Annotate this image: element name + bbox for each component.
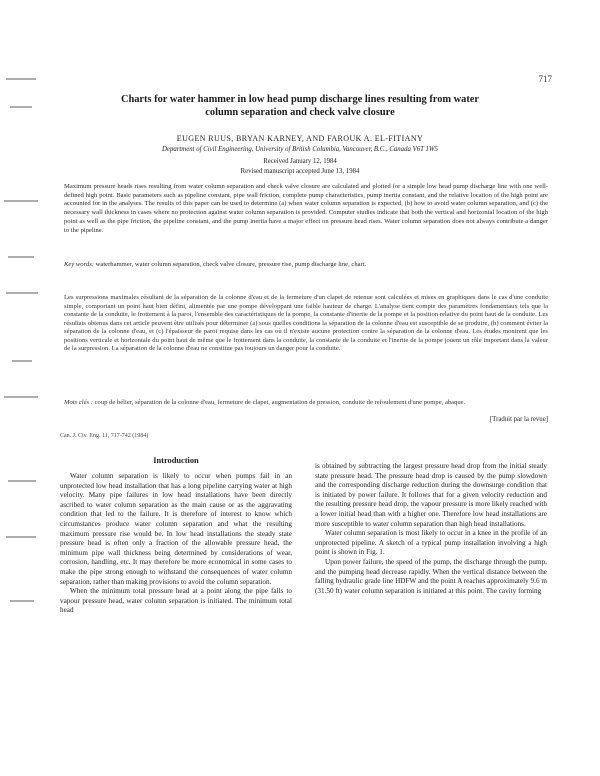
scan-speck: [6, 292, 38, 294]
scan-margin-noise: [0, 60, 48, 620]
abstract-english: Maximum pressure heads rises resulting from water column separation and check valve closure are calculated and plotted for a simple low head pump discharge line with one well-defined high point. Basic parameters such as pipeline constant, pipe wall friction, complete pump characteristics, pump inertia constant, and the relative location of the high point are accounted for in the analyses. The results of this paper can be used to determine (a) when water column separation is expected, (b) how to avoid water column separation, and (c) the necessary wall thickness in cases where no protection against water column separation is provided. Computer studies indicate that both the vertical and horizontal location of the high point as well as the pipe friction, the pipeline constant, and the pump inertia have a major effect on pressure head rises. Water column separation does not always contribute a danger to the pipeline.: [64, 183, 548, 234]
scan-speck: [4, 396, 38, 398]
body-column-right: [315, 462, 547, 596]
paper-title: Charts for water hammer in low head pump discharge lines resulting from water column separation and check valve closure: [120, 94, 480, 118]
scan-speck: [6, 536, 36, 538]
motscles-label: Mots clés :: [64, 399, 93, 406]
translation-note: [Traduit par la revue]: [489, 416, 548, 423]
body-paragraph: When the minimum total pressure head at a point along the pipe falls to vapour pressure head, water column separation is initiated. The minimum total head: [60, 587, 292, 615]
affiliation: Department of Civil Engineering, University of British Columbia, Vancouver, B.C., Canada V6T 1W5: [162, 146, 438, 153]
section-heading-introduction: Introduction: [153, 456, 199, 465]
abstract-french: Les surpressions maximales résultant de la séparation de la colonne d'eau et de la fermeture d'un clapet de retenue sont calculées et mises en graphiques dans le cas d'une conduite simple, comportant un point haut bien défini, alimentée par une pompe développant une faible hauteur de charge. L'analyse tient compte des paramètres fondamentaux tels que la constante de la conduite, le frottement à la paroi, l'ensemble des caractéristiques de la pompe, la constante d'inertie de la pompe et la position relative du point haut de la conduite. Les résultats obtenus dans cet article peuvent être utilisés pour déterminer (a) sous quelles conditions la séparation de la colonne d'eau est susceptible de se produire, (b) comment éviter la séparation de la colonne d'eau, et (c) l'épaisseur de paroi requise dans les cas où il n'existe aucune protection contre la séparation de la colonne d'eau. Les études montrent que les positions verticale et horizontale du point haut de même que le frottement dans la conduite, la constante de la conduite et l'inertie de la pompe jouent un rôle important dans la valeur de la surpression. La séparation de la colonne d'eau ne constitue pas toujours un danger pour la conduite.: [64, 294, 548, 352]
scan-speck: [6, 78, 36, 80]
motscles-text: coup de bélier, séparation de la colonne d'eau, fermeture de clapet, augmentation de pression, conduite de refoulement d'une pompe, abaque.: [94, 399, 466, 406]
keywords-label: Key words:: [64, 261, 94, 268]
scan-speck: [12, 360, 32, 362]
scan-speck: [10, 600, 34, 602]
keywords-french: [64, 399, 548, 408]
body-column-left: [60, 456, 292, 616]
scan-speck: [4, 200, 38, 202]
scan-speck: [8, 256, 34, 258]
journal-reference: Can. J. Civ. Eng. 11, 717-742 (1984): [60, 433, 149, 439]
body-paragraph: Water column separation is likely to occur when pumps fail in an unprotected low head installation that has a long pipeline carrying water at high velocity. Many pipe failures in low head installations have been directly ascribed to water column separation as the main cause or as the aggravating condition that led to the failure. It is therefore of interest to know which circumstances produce water column separation and what the resulting maximum pressure rise would be. In low head installations the steady state pressure head is often only a fraction of the allowable pressure head, the minimum pipe wall thickness being determined by considerations of wear, corrosion, handling, etc. It may therefore be more economical in some cases to make the pipe strong enough to withstand the consequences of water column separation, rather than making provisions to avoid the column separation.: [60, 472, 292, 586]
keywords-text: waterhammer, water column separation, check valve closure, pressure rise, pump discharge line, chart.: [95, 261, 367, 268]
page-number: 717: [538, 74, 552, 84]
scan-speck: [8, 480, 36, 482]
received-date: Received January 12, 1984: [263, 158, 337, 165]
revised-date: Revised manuscript accepted June 13, 1984: [240, 168, 360, 175]
scan-speck: [10, 106, 32, 108]
keywords-english: [64, 261, 548, 270]
body-paragraph: is obtained by subtracting the largest pressure head drop from the initial steady state pressure head. The pressure head drop is caused by the pump slowdown and the corresponding discharge reduction during the downsurge condition that is initiated by power failure. It follows that for a given velocity reduction and the resulting pressure head drop, the vapour pressure is more likely reached with a lower initial head than with a higher one. Therefore low head installations are more susceptible to water column separation than high head installations.: [315, 462, 547, 528]
body-paragraph: Water column separation is most likely to occur in a knee in the profile of an unprotected pipeline. A sketch of a typical pump installation involving a high point is shown in Fig. 1.: [315, 529, 547, 557]
body-paragraph: Upon power failure, the speed of the pump, the discharge through the pump, and the pumping head decrease rapidly. When the vertical distance between the falling hydraulic grade line HDFW and the point A reaches approximately 9.6 m (31.50 ft) water column separation is initiated at this point. The cavity forming: [315, 557, 547, 595]
authors: EUGEN RUUS, BRYAN KARNEY, AND FAROUK A. EL-FITIANY: [176, 134, 424, 143]
